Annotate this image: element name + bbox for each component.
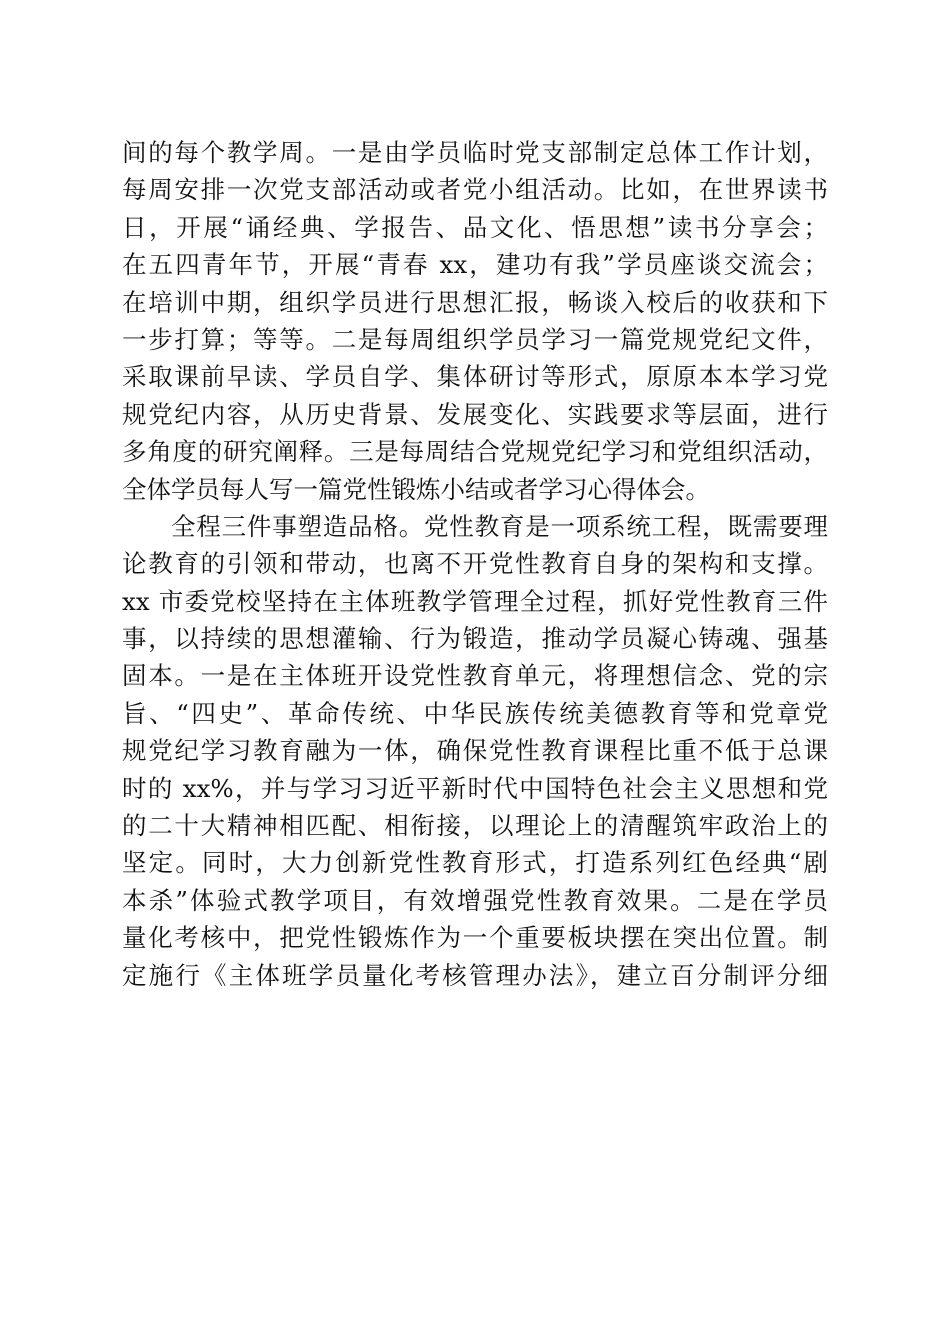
text-line: 的二十大精神相匹配、相衔接，以理论上的清醒筑牢政治上的: [122, 811, 828, 841]
text-line: 一步打算；等等。二是每周组织学员学习一篇党规党纪文件，: [122, 324, 828, 354]
text-line: 规党纪学习教育融为一体，确保党性教育课程比重不低于总课: [122, 736, 828, 766]
paragraph-2: [122, 508, 828, 994]
text-line: 旨、“四史”、革命传统、中华民族传统美德教育等和党章党: [122, 698, 828, 728]
text-line: 间的每个教学周。一是由学员临时党支部制定总体工作计划，: [122, 138, 828, 167]
text-line: 固本。一是在主体班开设党性教育单元，将理想信念、党的宗: [122, 661, 828, 691]
text-line: 量化考核中，把党性锻炼作为一个重要板块摆在突出位置。制: [122, 923, 828, 953]
text-line: 全程三件事塑造品格。党性教育是一项系统工程，既需要理: [171, 511, 828, 541]
text-line: 论教育的引领和带动，也离不开党性教育自身的架构和支撑。: [122, 549, 828, 579]
text-line: 多角度的研究阐释。三是每周结合党规党纪学习和党组织活动，: [122, 437, 828, 467]
text-line: 规党纪内容，从历史背景、发展变化、实践要求等层面，进行: [122, 399, 828, 429]
text-line: 本杀”体验式教学项目，有效增强党性教育效果。二是在学员: [122, 885, 828, 915]
text-line: 定施行《主体班学员量化考核管理办法》，建立百分制评分细: [122, 960, 828, 990]
text-line: 在培训中期，组织学员进行思想汇报，畅谈入校后的收获和下: [122, 287, 828, 317]
text-line: 每周安排一次党支部活动或者党小组活动。比如，在世界读书: [122, 175, 828, 205]
text-line: 日，开展“诵经典、学报告、品文化、悟思想”读书分享会；: [122, 212, 828, 242]
text-line: xx 市委党校坚持在主体班教学管理全过程，抓好党性教育三件: [122, 586, 828, 616]
text-line: 全体学员每人写一篇党性锻炼小结或者学习心得体会。: [122, 474, 710, 504]
document-body: [122, 134, 828, 994]
paragraph-1: [122, 134, 828, 508]
text-line: 在五四青年节，开展“青春 xx，建功有我”学员座谈交流会；: [122, 250, 828, 280]
text-line: 采取课前早读、学员自学、集体研讨等形式，原原本本学习党: [122, 362, 828, 392]
text-line: 坚定。同时，大力创新党性教育形式，打造系列红色经典“剧: [122, 848, 828, 878]
text-line: 时的 xx%，并与学习习近平新时代中国特色社会主义思想和党: [122, 773, 828, 803]
text-line: 事，以持续的思想灌输、行为锻造，推动学员凝心铸魂、强基: [122, 624, 828, 654]
